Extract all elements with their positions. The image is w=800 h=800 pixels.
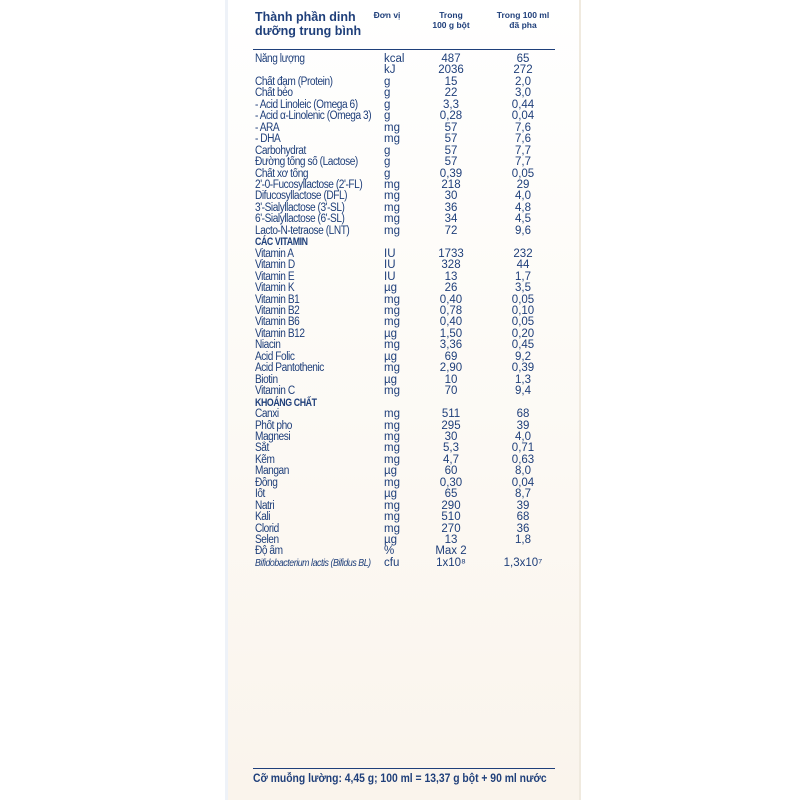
value-per-100g: 34: [444, 213, 458, 226]
nutrient-unit: mg: [384, 522, 400, 535]
value-per-100ml: 4,8: [515, 201, 531, 214]
value-per-100g: 511: [441, 408, 461, 421]
nutrient-name: Selen: [255, 534, 279, 547]
nutrient-name: Chất xơ tổng: [255, 167, 309, 180]
nutrient-unit: kcal: [384, 53, 405, 65]
value-per-100g: 22: [444, 87, 458, 100]
value-per-100g: 510: [441, 511, 461, 524]
header-divider: [253, 49, 555, 50]
nutrient-unit: kJ: [384, 64, 396, 77]
nutrient-name: Vitamin B2: [255, 304, 300, 317]
nutrient-unit: mg: [384, 293, 400, 306]
value-per-100ml: 68: [516, 511, 530, 524]
value-per-100g: 30: [444, 430, 458, 443]
value-per-100g: 3,3: [443, 98, 459, 111]
nutrient-unit: mg: [384, 224, 400, 237]
value-per-100g: 2036: [438, 64, 464, 77]
value-per-100ml: 0,20: [511, 327, 535, 340]
value-per-100ml: 29: [516, 178, 530, 191]
nutrient-name: Chất đạm (Protein): [255, 75, 333, 88]
nutrient-name: Phốt pho: [255, 419, 293, 432]
value-per-100ml: 7,6: [515, 121, 531, 134]
nutrient-name: Acid Folic: [255, 350, 295, 363]
nutrient-unit: mg: [384, 133, 400, 146]
value-per-100g: 1,50: [439, 327, 463, 340]
nutrient-unit: µg: [384, 282, 398, 295]
nutrient-unit: IU: [384, 247, 396, 260]
nutrient-unit: mg: [384, 499, 400, 512]
value-per-100ml: 39: [516, 499, 530, 512]
value-per-100ml: 65: [516, 53, 530, 65]
value-per-100g: 70: [444, 385, 458, 398]
value-per-100ml: 0,04: [511, 110, 535, 123]
value-per-100ml: 0,63: [511, 453, 535, 466]
nutrient-name: Vitamin A: [255, 247, 294, 260]
nutrient-unit: mg: [384, 453, 400, 466]
nutrient-name: Độ ẩm: [255, 545, 283, 558]
nutrient-name: Difucosyllactose (DFL): [255, 190, 348, 203]
nutrient-row: [225, 363, 581, 374]
nutrient-name: Kali: [255, 511, 271, 524]
value-per-100g: 26: [444, 282, 458, 295]
value-per-100ml: 7,6: [515, 133, 531, 146]
nutrient-name: Iốt: [255, 488, 265, 501]
value-per-100g: 0,78: [439, 304, 463, 317]
table-header: [225, 10, 581, 50]
value-per-100ml: 1,3x10⁷: [503, 556, 543, 569]
nutrient-unit: µg: [384, 534, 398, 547]
footer-divider: [253, 768, 555, 769]
nutrient-unit: IU: [384, 259, 396, 272]
nutrient-unit: mg: [384, 304, 400, 317]
value-per-100g: 270: [441, 522, 461, 535]
value-per-100ml: 1,7: [515, 270, 531, 283]
header-per-100g: Trong 100 g bột: [432, 10, 470, 30]
nutrient-name: 3'-Sialyllactose (3'-SL): [255, 201, 345, 214]
nutrition-rows: [225, 54, 581, 569]
nutrient-name: Mangan: [255, 465, 289, 478]
nutrient-unit: g: [384, 167, 391, 180]
nutrient-unit: mg: [384, 476, 400, 489]
nutrient-name: Natri: [255, 499, 275, 512]
value-per-100g: 10: [444, 373, 458, 386]
nutrient-unit: g: [384, 75, 391, 88]
nutrient-name: Vitamin D: [255, 259, 295, 272]
nutrient-name: 2'-0-Fucosyllactose (2'-FL): [255, 178, 363, 191]
value-per-100ml: 9,2: [515, 350, 531, 363]
nutrient-name: Vitamin B12: [255, 327, 305, 340]
value-per-100ml: 0,45: [511, 339, 535, 352]
nutrient-unit: g: [384, 87, 391, 100]
nutrient-unit: mg: [384, 201, 400, 214]
nutrient-unit: %: [384, 545, 395, 558]
value-per-100ml: 7,7: [515, 144, 531, 157]
nutrient-unit: mg: [384, 430, 400, 443]
value-per-100g: 13: [444, 270, 458, 283]
header-unit: Đơn vị: [373, 10, 401, 20]
value-per-100ml: 0,04: [511, 476, 535, 489]
nutrient-name: Lacto-N-tetraose (LNT): [255, 224, 350, 237]
nutrient-name: Bifidobacterium lactis (Bifidus BL): [255, 557, 371, 569]
nutrient-name: - DHA: [255, 133, 281, 146]
nutrient-unit: µg: [384, 465, 398, 478]
value-per-100g: 13: [444, 534, 458, 547]
nutrient-unit: mg: [384, 121, 400, 134]
value-per-100g: 60: [444, 465, 458, 478]
value-per-100g: 0,40: [439, 316, 463, 329]
nutrient-name: Sắt: [255, 442, 269, 455]
serving-size-note: Cỡ muỗng lường: 4,45 g; 100 ml = 13,37 g bột + 90 ml nước: [253, 773, 547, 785]
value-per-100g: 30: [444, 190, 458, 203]
value-per-100g: 0,40: [439, 293, 463, 306]
nutrient-row: [225, 489, 581, 500]
nutrient-unit: g: [384, 110, 391, 123]
nutrient-name: Clorid: [255, 522, 279, 535]
nutrient-unit: mg: [384, 442, 400, 455]
value-per-100ml: 4,0: [515, 430, 531, 443]
nutrient-name: Vitamin B6: [255, 316, 300, 329]
nutrient-unit: mg: [384, 339, 400, 352]
nutrient-row: [225, 558, 581, 569]
value-per-100g: 15: [444, 75, 458, 88]
nutrient-name: 6'-Sialyllactose (6'-SL): [255, 213, 345, 226]
nutrient-name: Canxi: [255, 408, 279, 421]
value-per-100ml: 0,05: [511, 316, 535, 329]
nutrient-name: - Acid Linoleic (Omega 6): [255, 98, 358, 111]
nutrient-unit: mg: [384, 385, 400, 398]
value-per-100g: 1733: [438, 247, 464, 260]
nutrient-name: Năng lượng: [255, 53, 305, 65]
value-per-100g: 3,36: [439, 339, 463, 352]
value-per-100ml: 0,05: [511, 293, 535, 306]
header-per-100ml: Trong 100 ml đã pha: [496, 10, 550, 30]
value-per-100ml: 9,6: [515, 224, 531, 237]
value-per-100g: 65: [444, 488, 458, 501]
value-per-100ml: 7,7: [515, 156, 531, 169]
nutrient-unit: g: [384, 98, 391, 111]
nutrient-name: - ARA: [255, 121, 280, 134]
nutrient-name: Magnesi: [255, 430, 291, 443]
nutrient-unit: g: [384, 156, 391, 169]
nutrient-name: - Acid α-Linolenic (Omega 3): [255, 110, 372, 123]
value-per-100ml: 3,0: [515, 87, 531, 100]
header-name: Thành phần dinh dưỡng trung bình: [255, 10, 362, 38]
value-per-100g: 0,30: [439, 476, 463, 489]
value-per-100g: Max 2: [435, 545, 467, 558]
value-per-100ml: 232: [513, 247, 533, 260]
nutrient-name: Acid Pantothenic: [255, 362, 324, 375]
nutrient-unit: g: [384, 144, 391, 157]
nutrient-unit: mg: [384, 419, 400, 432]
value-per-100ml: 8,7: [515, 488, 531, 501]
nutrient-name: CÁC VITAMIN: [255, 236, 308, 249]
nutrient-unit: mg: [384, 190, 400, 203]
nutrient-name: KHOÁNG CHẤT: [255, 396, 317, 409]
value-per-100g: 69: [444, 350, 458, 363]
value-per-100ml: 0,71: [511, 442, 535, 455]
value-per-100ml: 39: [516, 419, 530, 432]
nutrient-unit: mg: [384, 511, 400, 524]
nutrient-name: Vitamin C: [255, 385, 295, 398]
value-per-100g: 1x10⁸: [436, 556, 466, 569]
nutrient-name: Chất béo: [255, 87, 293, 100]
nutrient-unit: µg: [384, 327, 398, 340]
value-per-100g: 57: [444, 144, 458, 157]
value-per-100g: 0,39: [439, 167, 463, 180]
nutrient-name: Vitamin B1: [255, 293, 300, 306]
value-per-100ml: 0,39: [511, 362, 535, 375]
nutrient-unit: IU: [384, 270, 396, 283]
nutrient-unit: µg: [384, 350, 398, 363]
value-per-100ml: 3,5: [515, 282, 531, 295]
nutrient-name: Đồng: [255, 476, 278, 489]
value-per-100ml: 68: [516, 408, 530, 421]
value-per-100g: 72: [444, 224, 458, 237]
value-per-100ml: 36: [516, 522, 530, 535]
value-per-100ml: 0,44: [511, 98, 535, 111]
value-per-100g: 36: [444, 201, 458, 214]
value-per-100g: 487: [441, 53, 461, 65]
value-per-100ml: 4,5: [515, 213, 531, 226]
value-per-100g: 57: [444, 121, 458, 134]
nutrient-name: Kẽm: [255, 453, 275, 466]
nutrient-unit: mg: [384, 178, 400, 191]
value-per-100ml: 8,0: [515, 465, 531, 478]
value-per-100ml: 272: [513, 64, 533, 77]
value-per-100ml: 1,8: [515, 534, 531, 547]
nutrition-panel: [225, 0, 581, 800]
nutrient-unit: mg: [384, 362, 400, 375]
value-per-100ml: 0,05: [511, 167, 535, 180]
value-per-100g: 295: [441, 419, 461, 432]
nutrient-unit: cfu: [384, 556, 400, 569]
nutrient-name: Đường tổng số (Lactose): [255, 156, 358, 169]
value-per-100g: 328: [441, 259, 461, 272]
value-per-100g: 57: [444, 156, 458, 169]
value-per-100ml: 0,10: [511, 304, 535, 317]
nutrient-unit: mg: [384, 408, 400, 421]
nutrient-unit: µg: [384, 373, 398, 386]
nutrient-name: Carbohydrat: [255, 144, 306, 157]
nutrient-unit: mg: [384, 213, 400, 226]
value-per-100g: 5,3: [443, 442, 459, 455]
value-per-100g: 0,28: [439, 110, 463, 123]
nutrient-name: Vitamin K: [255, 282, 295, 295]
value-per-100g: 2,90: [439, 362, 463, 375]
value-per-100g: 4,7: [443, 453, 459, 466]
value-per-100g: 57: [444, 133, 458, 146]
value-per-100g: 290: [441, 499, 461, 512]
nutrient-unit: mg: [384, 316, 400, 329]
value-per-100ml: 1,3: [515, 373, 531, 386]
value-per-100ml: 9,4: [515, 385, 531, 398]
value-per-100ml: 4,0: [515, 190, 531, 203]
nutrient-name: Vitamin E: [255, 270, 295, 283]
nutrient-name: Biotin: [255, 373, 278, 386]
value-per-100g: 218: [441, 178, 461, 191]
value-per-100ml: 2,0: [515, 75, 531, 88]
value-per-100ml: 44: [516, 259, 530, 272]
nutrient-name: Niacin: [255, 339, 281, 352]
nutrient-unit: µg: [384, 488, 398, 501]
